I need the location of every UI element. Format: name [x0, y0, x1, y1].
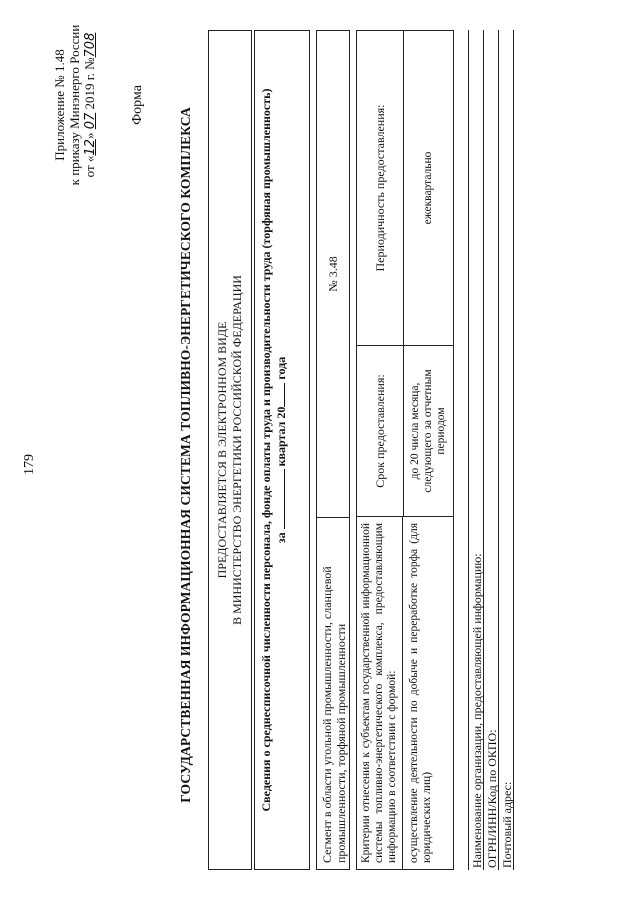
criteria-column: [357, 516, 453, 869]
date-mid: »: [82, 132, 97, 140]
appendix-line1: Приложение № 1.48: [52, 49, 67, 161]
deadline-column: [357, 345, 453, 516]
page-number: 179: [22, 454, 37, 475]
notice-line2: В МИНИСТЕРСТВО ЭНЕРГЕТИКИ РОССИЙСКОЙ ФЕДЕРАЦИИ: [230, 275, 244, 625]
segment-form-number: № 3.48: [325, 256, 340, 292]
report-title-box: [254, 30, 310, 870]
deadline-header: Срок предоставления:: [357, 346, 404, 516]
submission-notice-box: [208, 30, 252, 870]
period-za: за: [274, 532, 288, 544]
date-prefix: от «: [82, 155, 97, 178]
criteria-value: осуществление деятельности по добыче и переработке торфа (для юридических лиц): [408, 523, 433, 863]
date-month: 07: [83, 112, 98, 130]
date-year: 2019 г. №: [82, 57, 97, 110]
address-field[interactable]: Почтовый адрес:: [501, 30, 514, 870]
segment-table: [316, 30, 350, 870]
quarter-blank: [274, 469, 285, 529]
report-title: Сведения о среднесписочной численности персонала, фонде оплаты труда и производительности труда (торфяная промышленность): [259, 88, 273, 812]
criteria-table: [356, 30, 454, 870]
organization-info: [468, 30, 516, 870]
date-day: 12: [83, 139, 98, 156]
report-period: [274, 31, 289, 869]
criteria-label: Критерии отнесения к субъектам государственной информационной системы топливно-энергетического комплекса, предоставляющим информацию в соответствии с формой:: [357, 517, 403, 869]
order-number: 708: [83, 32, 98, 58]
period-header: Периодичность предоставления:: [357, 31, 404, 345]
appendix-block: [52, 5, 98, 205]
year-blank: [274, 383, 285, 407]
period-year: года: [274, 356, 288, 380]
appendix-line2: к приказу Минэнерго России: [67, 24, 82, 186]
ogrn-field[interactable]: ОГРН/ИНН/Код по ОКПО:: [486, 30, 499, 870]
appendix-date-line: [82, 5, 98, 205]
period-column: [357, 31, 453, 345]
org-name-field[interactable]: Наименование организации, предоставляющей информацию:: [468, 30, 484, 870]
notice-line1: ПРЕДОСТАВЛЯЕТСЯ В ЭЛЕКТРОННОМ ВИДЕ: [215, 321, 229, 579]
period-value: ежеквартально: [422, 151, 434, 225]
document-title: ГОСУДАРСТВЕННАЯ ИНФОРМАЦИОННАЯ СИСТЕМА ТОПЛИВНО-ЭНЕРГЕТИЧЕСКОГО КОМПЛЕКСА: [178, 107, 193, 803]
segment-label: Сегмент в области угольной промышленности, сланцевой промышленности, торфяной промышленности: [317, 517, 349, 869]
period-quarter: квартал 20: [274, 406, 288, 467]
form-label: Форма: [130, 85, 145, 125]
deadline-value: до 20 числа месяца, следующего за отчетным периодом: [409, 369, 447, 493]
